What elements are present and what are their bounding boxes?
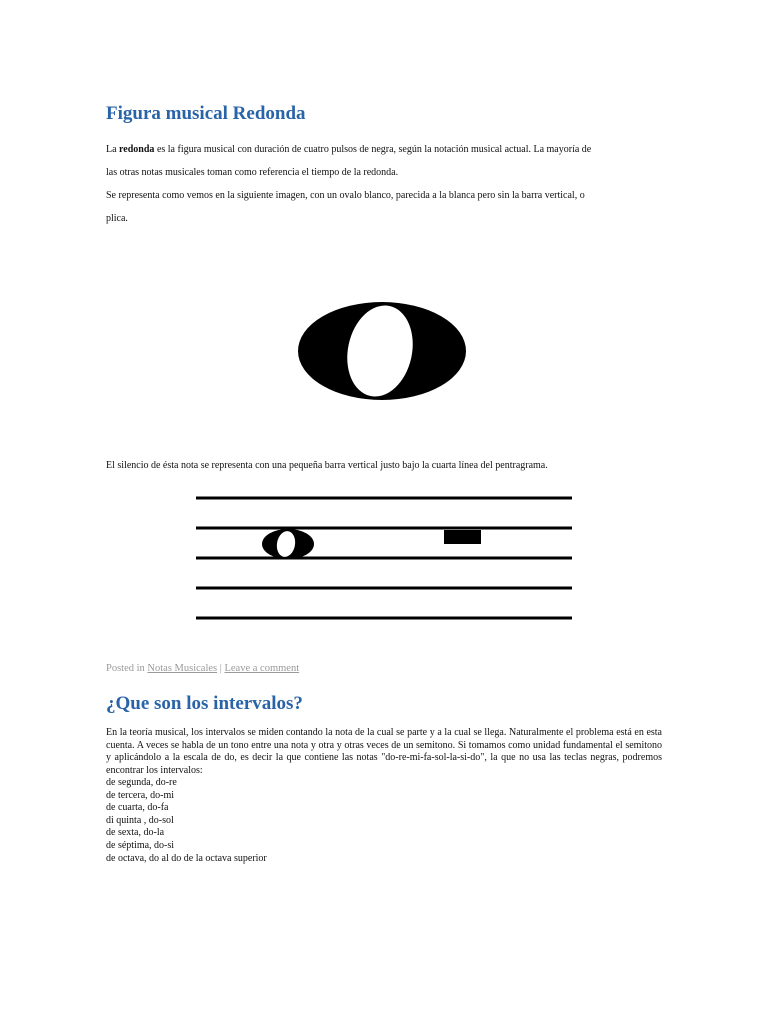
paragraph-representation: Se representa como vemos en la siguiente imagen, con un ovalo blanco, parecida a la blanca pero sin la barra vertical, o (106, 190, 585, 201)
intervals-paragraph: En la teoría musical, los intervalos se miden contando la nota de la cual se parte y a la cual se llega. Naturalmente el problema está en esta cuenta. A veces se habla de un tono entre una nota y otra y otras veces de un semitono. Si tomamos como unidad fundamental el semitono y aplicándolo a la escala de do, es decir la que contiene las notas "do-re-mi-fa-sol-la-si-do", la que no usa las teclas negras, podremos encontrar los intervalos: (106, 727, 662, 776)
list-item: de cuarta, do-fa (106, 802, 169, 814)
intro-prefix: La (106, 144, 120, 155)
posted-in-label: Posted in (106, 663, 148, 674)
intro-rest: es la figura musical con duración de cuatro pulsos de negra, según la notación musical actual. La mayoría de (154, 144, 592, 155)
staff-image (194, 488, 574, 624)
list-item: di quinta , do-sol (106, 814, 174, 826)
intervals-list (106, 777, 267, 865)
post-title-redonda[interactable]: Figura musical Redonda (106, 103, 306, 124)
paragraph-representation-line2: plica. (106, 213, 128, 224)
whole-rest-symbol (444, 530, 481, 544)
list-item: de tercera, do-mi (106, 789, 175, 801)
intro-bold-term: redonda (119, 144, 155, 155)
whole-note-on-staff (262, 529, 314, 559)
category-link[interactable]: Notas Musicales (147, 663, 218, 674)
post-meta (106, 663, 299, 674)
list-item: de séptima, do-si (106, 839, 175, 851)
whole-note-image (296, 300, 468, 404)
rest-caption: El silencio de ésta nota se representa con una pequeña barra vertical justo bajo la cuarta línea del pentragrama. (106, 460, 548, 471)
paragraph-intro (106, 138, 662, 161)
paragraph-intro-line2: las otras notas musicales toman como referencia el tiempo de la redonda. (106, 167, 399, 178)
list-item: de sexta, do-la (106, 827, 165, 839)
list-item: de octava, do al do de la octava superior (106, 852, 267, 864)
list-item: de segunda, do-re (106, 777, 177, 788)
meta-separator: | (217, 663, 225, 674)
staff-lines (196, 498, 572, 618)
leave-comment-link[interactable]: Leave a comment (224, 663, 300, 674)
post-title-intervalos[interactable]: ¿Que son los intervalos? (106, 693, 303, 714)
